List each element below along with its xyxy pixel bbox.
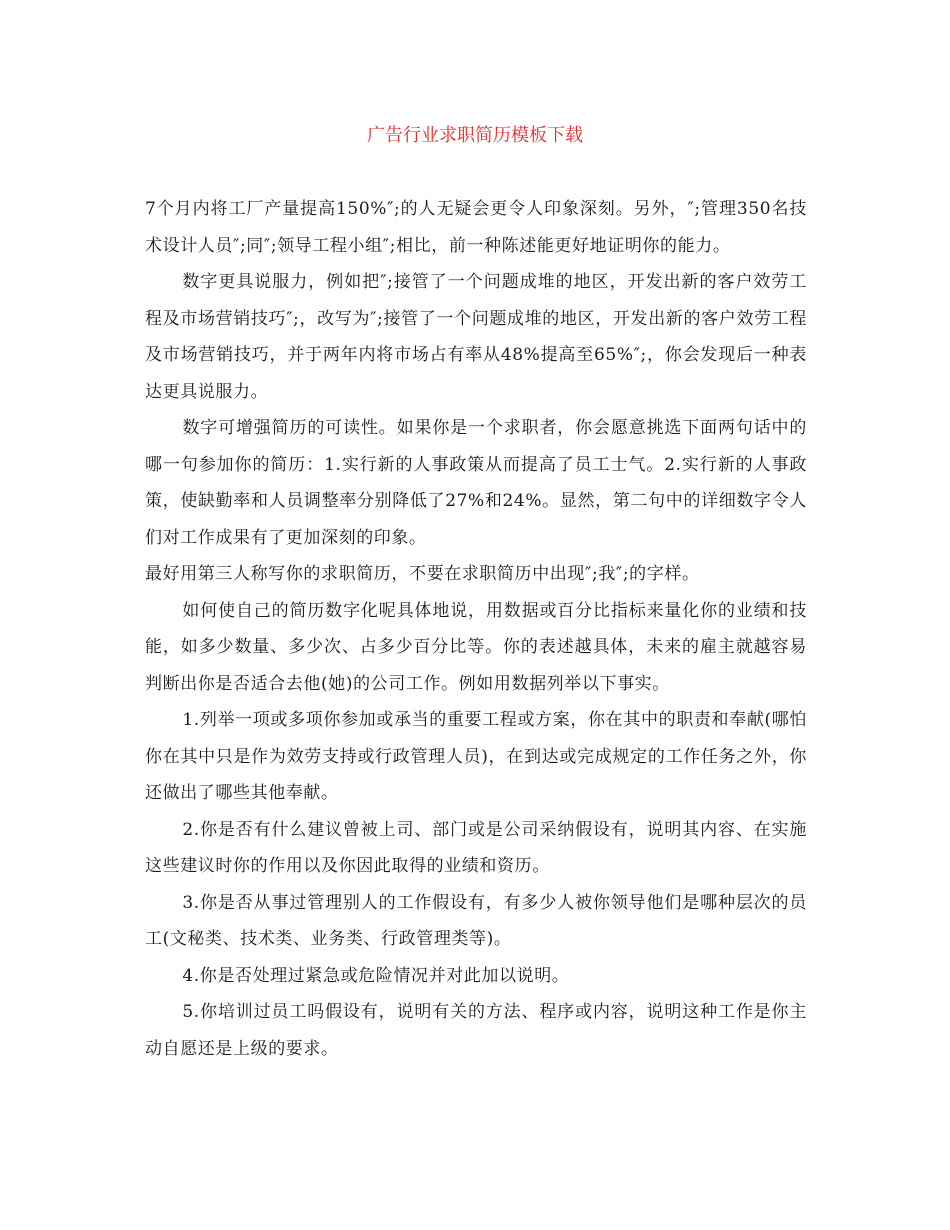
document-title: 广告行业求职简历模板下载 <box>367 125 583 146</box>
list-item: 4.你是否处理过紧急或危险情况并对此加以说明。 <box>182 965 570 986</box>
list-item: 5.你培训过员工吗假设有，说明有关的方法、程序或内容，说明这种工作是你主动自愿还是上级的要求。 <box>145 1002 807 1059</box>
list-item: 3.你是否从事过管理别人的工作假设有，有多少人被你领导他们是哪种层次的员工(文秘类、技术类、业务类、行政管理类等)。 <box>145 892 807 949</box>
document-body <box>145 191 807 1067</box>
paragraph: 如何使自己的简历数字化呢具体地说，用数据或百分比指标来量化你的业绩和技能，如多少数量、多少次、占多少百分比等。你的表述越具体，未来的雇主就越容易判断出你是否适合去他(她)的公司工作。例如用数据列举以下事实。 <box>145 600 807 694</box>
paragraph: 最好用第三人称写你的求职简历，不要在求职简历中出现″;我″;的字样。 <box>145 564 700 584</box>
paragraph: 7个月内将工厂产量提高150%″;的人无疑会更令人印象深刻。另外，″;管理350名技术设计人员″;同″;领导工程小组″;相比，前一种陈述能更好地证明你的能力。 <box>145 199 807 256</box>
list-item: 2.你是否有什么建议曾被上司、部门或是公司采纳假设有，说明其内容、在实施这些建议时你的作用以及你因此取得的业绩和资历。 <box>145 819 807 876</box>
list-item: 1.列举一项或多项你参加或承当的重要工程或方案，你在其中的职责和奉献(哪怕你在其中只是作为效劳支持或行政管理人员)，在到达或完成规定的工作任务之外，你还做出了哪些其他奉献。 <box>145 710 807 803</box>
paragraph: 数字可增强简历的可读性。如果你是一个求职者，你会愿意挑选下面两句话中的哪一句参加你的简历：1.实行新的人事政策从而提高了员工士气。2.实行新的人事政策，使缺勤率和人员调整率分别降低了27%和24%。显然，第二句中的详细数字令人们对工作成果有了更加深刻的印象。 <box>145 418 807 548</box>
paragraph: 数字更具说服力，例如把″;接管了一个问题成堆的地区，开发出新的客户效劳工程及市场营销技巧″;，改写为″;接管了一个问题成堆的地区，开发出新的客户效劳工程及市场营销技巧，并于两年内将市场占有率从48%提高至65%″;，你会发现后一种表达更具说服力。 <box>145 272 807 402</box>
